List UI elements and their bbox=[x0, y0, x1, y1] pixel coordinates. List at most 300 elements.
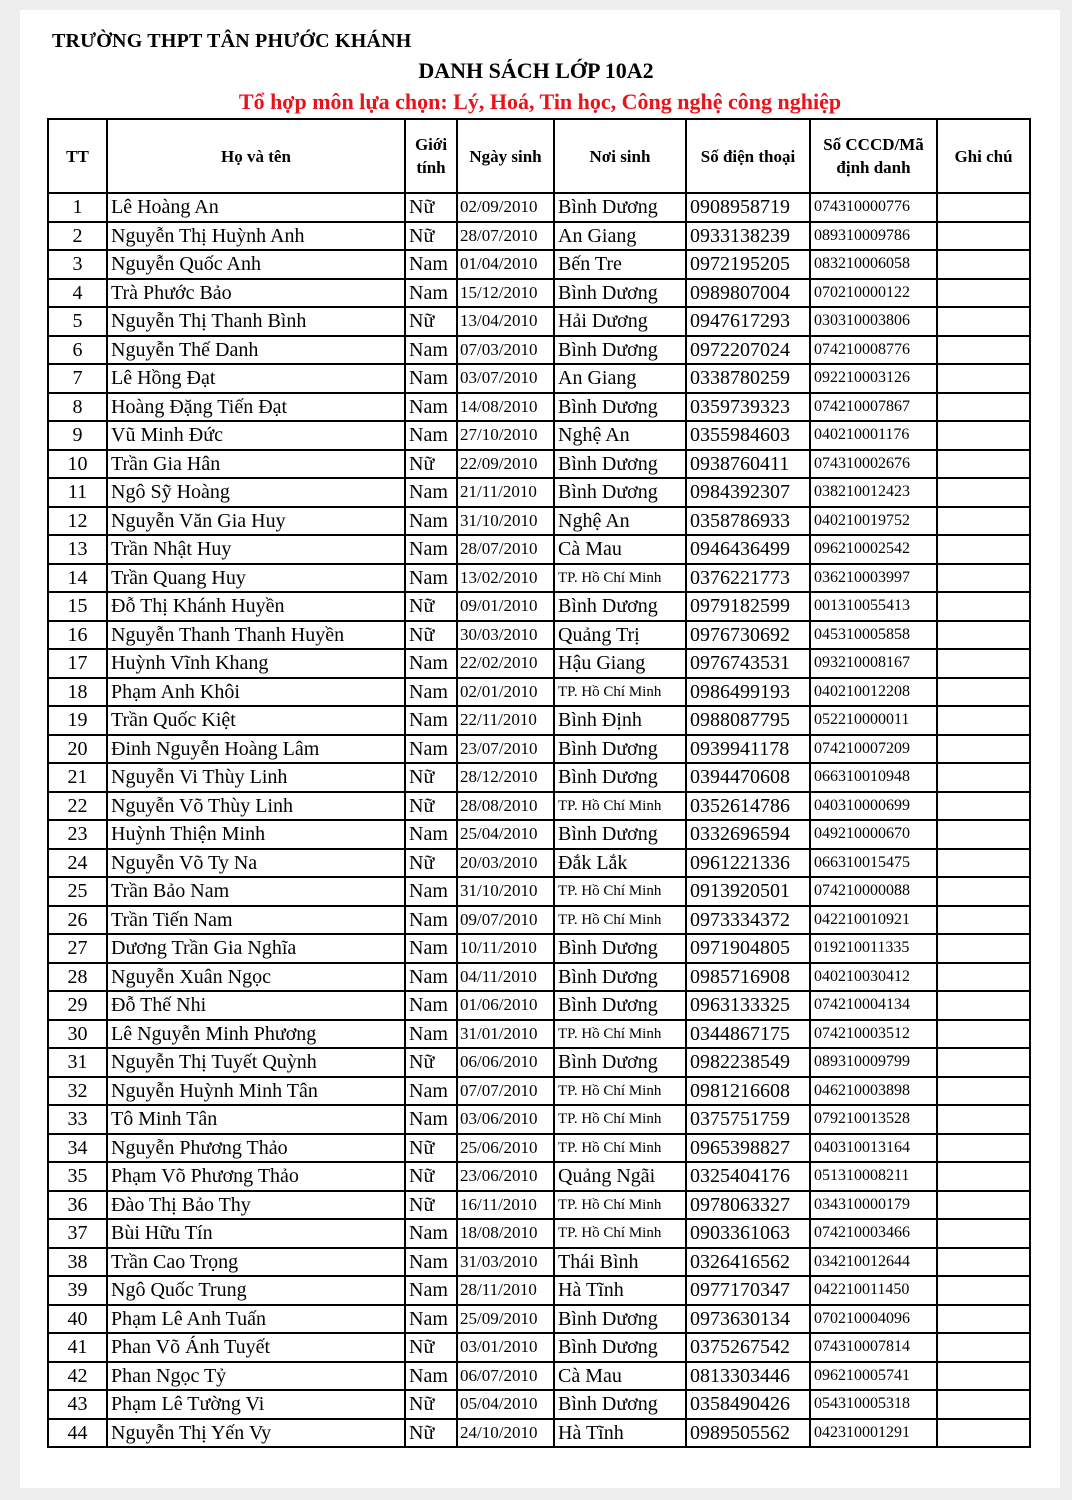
cell-dob: 07/07/2010 bbox=[457, 1077, 554, 1106]
cell-place: TP. Hồ Chí Minh bbox=[554, 1020, 686, 1049]
cell-id: 074310007814 bbox=[810, 1333, 937, 1362]
cell-gender: Nữ bbox=[405, 1048, 457, 1077]
cell-name: Đào Thị Bảo Thy bbox=[107, 1191, 405, 1220]
cell-place: Hậu Giang bbox=[554, 649, 686, 678]
cell-name: Nguyễn Thế Danh bbox=[107, 336, 405, 365]
cell-dob: 28/08/2010 bbox=[457, 792, 554, 821]
cell-tt: 3 bbox=[48, 250, 107, 279]
cell-gender: Nữ bbox=[405, 849, 457, 878]
table-row bbox=[48, 678, 1030, 707]
cell-place: Quảng Trị bbox=[554, 621, 686, 650]
cell-dob: 23/06/2010 bbox=[457, 1162, 554, 1191]
cell-phone: 0375267542 bbox=[686, 1333, 810, 1362]
cell-place: An Giang bbox=[554, 222, 686, 251]
cell-id: 036210003997 bbox=[810, 564, 937, 593]
cell-name: Lê Hoàng An bbox=[107, 193, 405, 222]
cell-tt: 24 bbox=[48, 849, 107, 878]
cell-gender: Nam bbox=[405, 991, 457, 1020]
cell-gender: Nam bbox=[405, 1276, 457, 1305]
cell-name: Nguyễn Thanh Thanh Huyền bbox=[107, 621, 405, 650]
cell-dob: 09/07/2010 bbox=[457, 906, 554, 935]
cell-tt: 4 bbox=[48, 279, 107, 308]
cell-name: Hoàng Đặng Tiến Đạt bbox=[107, 393, 405, 422]
cell-dob: 03/07/2010 bbox=[457, 364, 554, 393]
cell-phone: 0375751759 bbox=[686, 1105, 810, 1134]
cell-note bbox=[937, 421, 1030, 450]
cell-dob: 21/11/2010 bbox=[457, 478, 554, 507]
cell-note bbox=[937, 991, 1030, 1020]
cell-gender: Nữ bbox=[405, 1390, 457, 1419]
cell-id: 049210000670 bbox=[810, 820, 937, 849]
cell-note bbox=[937, 279, 1030, 308]
cell-place: Nghệ An bbox=[554, 507, 686, 536]
cell-place: Bình Dương bbox=[554, 735, 686, 764]
cell-dob: 25/04/2010 bbox=[457, 820, 554, 849]
cell-note bbox=[937, 564, 1030, 593]
cell-dob: 20/03/2010 bbox=[457, 849, 554, 878]
table-row bbox=[48, 1048, 1030, 1077]
cell-gender: Nam bbox=[405, 706, 457, 735]
cell-dob: 13/02/2010 bbox=[457, 564, 554, 593]
cell-id: 042210010921 bbox=[810, 906, 937, 935]
cell-phone: 0971904805 bbox=[686, 934, 810, 963]
cell-gender: Nam bbox=[405, 877, 457, 906]
table-row bbox=[48, 1077, 1030, 1106]
student-list-table bbox=[47, 118, 1031, 1448]
table-row bbox=[48, 763, 1030, 792]
table-row bbox=[48, 820, 1030, 849]
cell-dob: 28/12/2010 bbox=[457, 763, 554, 792]
cell-dob: 31/10/2010 bbox=[457, 507, 554, 536]
cell-id: 046210003898 bbox=[810, 1077, 937, 1106]
cell-phone: 0977170347 bbox=[686, 1276, 810, 1305]
cell-phone: 0963133325 bbox=[686, 991, 810, 1020]
cell-phone: 0986499193 bbox=[686, 678, 810, 707]
cell-tt: 11 bbox=[48, 478, 107, 507]
cell-id: 074210003466 bbox=[810, 1219, 937, 1248]
cell-note bbox=[937, 222, 1030, 251]
cell-phone: 0344867175 bbox=[686, 1020, 810, 1049]
cell-dob: 22/02/2010 bbox=[457, 649, 554, 678]
cell-note bbox=[937, 1105, 1030, 1134]
cell-place: Bình Dương bbox=[554, 820, 686, 849]
cell-name: Phạm Võ Phương Thảo bbox=[107, 1162, 405, 1191]
table-row bbox=[48, 421, 1030, 450]
cell-tt: 30 bbox=[48, 1020, 107, 1049]
cell-note bbox=[937, 849, 1030, 878]
cell-gender: Nữ bbox=[405, 592, 457, 621]
cell-note bbox=[937, 450, 1030, 479]
cell-name: Nguyễn Huỳnh Minh Tân bbox=[107, 1077, 405, 1106]
table-row bbox=[48, 307, 1030, 336]
cell-id: 054310005318 bbox=[810, 1390, 937, 1419]
cell-name: Trần Cao Trọng bbox=[107, 1248, 405, 1277]
cell-name: Trần Gia Hân bbox=[107, 450, 405, 479]
cell-note bbox=[937, 193, 1030, 222]
table-row bbox=[48, 1305, 1030, 1334]
cell-phone: 0961221336 bbox=[686, 849, 810, 878]
cell-phone: 0813303446 bbox=[686, 1362, 810, 1391]
cell-gender: Nam bbox=[405, 336, 457, 365]
cell-dob: 31/03/2010 bbox=[457, 1248, 554, 1277]
cell-place: Bình Dương bbox=[554, 1048, 686, 1077]
cell-gender: Nam bbox=[405, 820, 457, 849]
cell-gender: Nam bbox=[405, 1105, 457, 1134]
table-row bbox=[48, 478, 1030, 507]
cell-phone: 0938760411 bbox=[686, 450, 810, 479]
cell-gender: Nữ bbox=[405, 1419, 457, 1448]
table-row bbox=[48, 849, 1030, 878]
cell-tt: 14 bbox=[48, 564, 107, 593]
table-row bbox=[48, 963, 1030, 992]
cell-note bbox=[937, 820, 1030, 849]
cell-id: 093210008167 bbox=[810, 649, 937, 678]
cell-tt: 41 bbox=[48, 1333, 107, 1362]
cell-id: 070210000122 bbox=[810, 279, 937, 308]
cell-dob: 02/09/2010 bbox=[457, 193, 554, 222]
cell-place: Bình Dương bbox=[554, 991, 686, 1020]
cell-phone: 0355984603 bbox=[686, 421, 810, 450]
cell-phone: 0908958719 bbox=[686, 193, 810, 222]
cell-note bbox=[937, 1134, 1030, 1163]
cell-phone: 0981216608 bbox=[686, 1077, 810, 1106]
cell-name: Phan Ngọc Tỷ bbox=[107, 1362, 405, 1391]
cell-phone: 0326416562 bbox=[686, 1248, 810, 1277]
cell-dob: 02/01/2010 bbox=[457, 678, 554, 707]
table-row bbox=[48, 649, 1030, 678]
cell-note bbox=[937, 792, 1030, 821]
cell-note bbox=[937, 592, 1030, 621]
table-row bbox=[48, 1419, 1030, 1448]
cell-gender: Nam bbox=[405, 906, 457, 935]
cell-tt: 15 bbox=[48, 592, 107, 621]
cell-name: Trà Phước Bảo bbox=[107, 279, 405, 308]
cell-note bbox=[937, 963, 1030, 992]
cell-tt: 17 bbox=[48, 649, 107, 678]
cell-gender: Nữ bbox=[405, 1162, 457, 1191]
cell-id: 096210005741 bbox=[810, 1362, 937, 1391]
cell-phone: 0984392307 bbox=[686, 478, 810, 507]
cell-place: Quảng Ngãi bbox=[554, 1162, 686, 1191]
cell-tt: 37 bbox=[48, 1219, 107, 1248]
cell-note bbox=[937, 1362, 1030, 1391]
cell-place: Bình Dương bbox=[554, 1305, 686, 1334]
table-row bbox=[48, 193, 1030, 222]
table-row bbox=[48, 1020, 1030, 1049]
cell-dob: 15/12/2010 bbox=[457, 279, 554, 308]
cell-id: 083210006058 bbox=[810, 250, 937, 279]
cell-place: Bình Dương bbox=[554, 193, 686, 222]
cell-place: TP. Hồ Chí Minh bbox=[554, 1134, 686, 1163]
cell-note bbox=[937, 1048, 1030, 1077]
cell-id: 038210012423 bbox=[810, 478, 937, 507]
table-row bbox=[48, 1162, 1030, 1191]
table-row bbox=[48, 592, 1030, 621]
cell-note bbox=[937, 621, 1030, 650]
cell-phone: 0352614786 bbox=[686, 792, 810, 821]
cell-gender: Nữ bbox=[405, 1333, 457, 1362]
cell-tt: 26 bbox=[48, 906, 107, 935]
cell-phone: 0376221773 bbox=[686, 564, 810, 593]
cell-phone: 0946436499 bbox=[686, 535, 810, 564]
subject-combination: Tổ hợp môn lựa chọn: Lý, Hoá, Tin học, Công nghệ công nghiệp bbox=[238, 89, 842, 114]
cell-phone: 0973334372 bbox=[686, 906, 810, 935]
cell-note bbox=[937, 1419, 1030, 1448]
cell-name: Nguyễn Quốc Anh bbox=[107, 250, 405, 279]
cell-phone: 0973630134 bbox=[686, 1305, 810, 1334]
cell-phone: 0903361063 bbox=[686, 1219, 810, 1248]
school-name: TRƯỜNG THPT TÂN PHƯỚC KHÁNH bbox=[52, 30, 412, 52]
cell-tt: 21 bbox=[48, 763, 107, 792]
table-row bbox=[48, 535, 1030, 564]
cell-place: TP. Hồ Chí Minh bbox=[554, 1219, 686, 1248]
cell-place: TP. Hồ Chí Minh bbox=[554, 906, 686, 935]
cell-dob: 23/07/2010 bbox=[457, 735, 554, 764]
cell-id: 051310008211 bbox=[810, 1162, 937, 1191]
cell-dob: 16/11/2010 bbox=[457, 1191, 554, 1220]
cell-place: Cà Mau bbox=[554, 535, 686, 564]
cell-id: 001310055413 bbox=[810, 592, 937, 621]
table-row bbox=[48, 507, 1030, 536]
header-id-line2: định danh bbox=[836, 158, 911, 177]
cell-dob: 09/01/2010 bbox=[457, 592, 554, 621]
cell-tt: 9 bbox=[48, 421, 107, 450]
cell-note bbox=[937, 336, 1030, 365]
cell-name: Nguyễn Võ Thùy Linh bbox=[107, 792, 405, 821]
cell-phone: 0332696594 bbox=[686, 820, 810, 849]
cell-name: Nguyễn Thị Tuyết Quỳnh bbox=[107, 1048, 405, 1077]
cell-name: Huỳnh Vĩnh Khang bbox=[107, 649, 405, 678]
cell-gender: Nam bbox=[405, 649, 457, 678]
cell-place: Hà Tĩnh bbox=[554, 1276, 686, 1305]
cell-note bbox=[937, 649, 1030, 678]
cell-gender: Nữ bbox=[405, 1134, 457, 1163]
cell-note bbox=[937, 535, 1030, 564]
header-dob: Ngày sinh bbox=[457, 119, 554, 193]
cell-id: 074210004134 bbox=[810, 991, 937, 1020]
cell-place: TP. Hồ Chí Minh bbox=[554, 564, 686, 593]
cell-phone: 0976743531 bbox=[686, 649, 810, 678]
cell-tt: 23 bbox=[48, 820, 107, 849]
cell-id: 040210012208 bbox=[810, 678, 937, 707]
cell-gender: Nam bbox=[405, 564, 457, 593]
cell-phone: 0976730692 bbox=[686, 621, 810, 650]
header-gender-line1: Giới bbox=[414, 135, 448, 154]
cell-name: Nguyễn Thị Yến Vy bbox=[107, 1419, 405, 1448]
cell-phone: 0988087795 bbox=[686, 706, 810, 735]
cell-gender: Nam bbox=[405, 934, 457, 963]
cell-phone: 0358490426 bbox=[686, 1390, 810, 1419]
header-id bbox=[810, 119, 937, 193]
cell-dob: 25/06/2010 bbox=[457, 1134, 554, 1163]
cell-gender: Nam bbox=[405, 507, 457, 536]
cell-dob: 01/04/2010 bbox=[457, 250, 554, 279]
cell-tt: 31 bbox=[48, 1048, 107, 1077]
header-gender-line2: tính bbox=[416, 158, 446, 177]
cell-phone: 0939941178 bbox=[686, 735, 810, 764]
cell-note bbox=[937, 250, 1030, 279]
cell-gender: Nam bbox=[405, 364, 457, 393]
table-row bbox=[48, 364, 1030, 393]
cell-dob: 04/11/2010 bbox=[457, 963, 554, 992]
cell-place: Nghệ An bbox=[554, 421, 686, 450]
cell-note bbox=[937, 1162, 1030, 1191]
table-row bbox=[48, 1191, 1030, 1220]
cell-phone: 0972207024 bbox=[686, 336, 810, 365]
cell-tt: 18 bbox=[48, 678, 107, 707]
cell-place: TP. Hồ Chí Minh bbox=[554, 1191, 686, 1220]
cell-name: Vũ Minh Đức bbox=[107, 421, 405, 450]
table-row bbox=[48, 1333, 1030, 1362]
cell-phone: 0982238549 bbox=[686, 1048, 810, 1077]
cell-name: Trần Quang Huy bbox=[107, 564, 405, 593]
cell-dob: 14/08/2010 bbox=[457, 393, 554, 422]
cell-tt: 44 bbox=[48, 1419, 107, 1448]
cell-dob: 06/07/2010 bbox=[457, 1362, 554, 1391]
table-row bbox=[48, 991, 1030, 1020]
cell-phone: 0359739323 bbox=[686, 393, 810, 422]
cell-name: Bùi Hữu Tín bbox=[107, 1219, 405, 1248]
table-row bbox=[48, 564, 1030, 593]
cell-dob: 22/11/2010 bbox=[457, 706, 554, 735]
cell-id: 034210012644 bbox=[810, 1248, 937, 1277]
cell-name: Phạm Lê Anh Tuấn bbox=[107, 1305, 405, 1334]
cell-note bbox=[937, 478, 1030, 507]
cell-gender: Nam bbox=[405, 1362, 457, 1391]
cell-place: Bình Dương bbox=[554, 279, 686, 308]
cell-gender: Nam bbox=[405, 1219, 457, 1248]
cell-id: 052210000011 bbox=[810, 706, 937, 735]
cell-id: 074210007867 bbox=[810, 393, 937, 422]
cell-place: Bình Dương bbox=[554, 393, 686, 422]
cell-id: 045310005858 bbox=[810, 621, 937, 650]
cell-name: Tô Minh Tân bbox=[107, 1105, 405, 1134]
cell-dob: 10/11/2010 bbox=[457, 934, 554, 963]
table-row bbox=[48, 934, 1030, 963]
table-row bbox=[48, 1134, 1030, 1163]
header-name: Họ và tên bbox=[107, 119, 405, 193]
cell-gender: Nam bbox=[405, 393, 457, 422]
header-tt: TT bbox=[48, 119, 107, 193]
table-row bbox=[48, 1276, 1030, 1305]
cell-name: Trần Nhật Huy bbox=[107, 535, 405, 564]
table-row bbox=[48, 250, 1030, 279]
cell-dob: 13/04/2010 bbox=[457, 307, 554, 336]
cell-tt: 32 bbox=[48, 1077, 107, 1106]
cell-gender: Nữ bbox=[405, 193, 457, 222]
cell-name: Dương Trần Gia Nghĩa bbox=[107, 934, 405, 963]
cell-name: Nguyễn Văn Gia Huy bbox=[107, 507, 405, 536]
cell-id: 040210030412 bbox=[810, 963, 937, 992]
cell-name: Ngô Quốc Trung bbox=[107, 1276, 405, 1305]
cell-phone: 0933138239 bbox=[686, 222, 810, 251]
cell-name: Nguyễn Thị Huỳnh Anh bbox=[107, 222, 405, 251]
cell-tt: 1 bbox=[48, 193, 107, 222]
cell-place: Thái Bình bbox=[554, 1248, 686, 1277]
header-place: Nơi sinh bbox=[554, 119, 686, 193]
cell-gender: Nam bbox=[405, 250, 457, 279]
cell-name: Đỗ Thế Nhi bbox=[107, 991, 405, 1020]
cell-id: 034310000179 bbox=[810, 1191, 937, 1220]
table-row bbox=[48, 1362, 1030, 1391]
cell-id: 019210011335 bbox=[810, 934, 937, 963]
cell-dob: 30/03/2010 bbox=[457, 621, 554, 650]
cell-phone: 0989505562 bbox=[686, 1419, 810, 1448]
cell-place: Bình Định bbox=[554, 706, 686, 735]
cell-tt: 2 bbox=[48, 222, 107, 251]
cell-place: Bình Dương bbox=[554, 450, 686, 479]
cell-place: Bình Dương bbox=[554, 592, 686, 621]
cell-note bbox=[937, 1305, 1030, 1334]
cell-place: Bình Dương bbox=[554, 478, 686, 507]
cell-place: Đắk Lắk bbox=[554, 849, 686, 878]
header-phone: Số điện thoại bbox=[686, 119, 810, 193]
table-row bbox=[48, 621, 1030, 650]
cell-tt: 36 bbox=[48, 1191, 107, 1220]
cell-phone: 0979182599 bbox=[686, 592, 810, 621]
cell-tt: 7 bbox=[48, 364, 107, 393]
cell-note bbox=[937, 393, 1030, 422]
cell-name: Ngô Sỹ Hoàng bbox=[107, 478, 405, 507]
cell-gender: Nam bbox=[405, 421, 457, 450]
table-row bbox=[48, 279, 1030, 308]
cell-tt: 6 bbox=[48, 336, 107, 365]
cell-tt: 43 bbox=[48, 1390, 107, 1419]
cell-id: 030310003806 bbox=[810, 307, 937, 336]
cell-dob: 28/07/2010 bbox=[457, 535, 554, 564]
table-row bbox=[48, 1105, 1030, 1134]
cell-dob: 31/10/2010 bbox=[457, 877, 554, 906]
cell-gender: Nữ bbox=[405, 450, 457, 479]
cell-tt: 22 bbox=[48, 792, 107, 821]
cell-dob: 03/01/2010 bbox=[457, 1333, 554, 1362]
cell-dob: 28/07/2010 bbox=[457, 222, 554, 251]
cell-dob: 06/06/2010 bbox=[457, 1048, 554, 1077]
table-row bbox=[48, 706, 1030, 735]
cell-tt: 28 bbox=[48, 963, 107, 992]
cell-gender: Nữ bbox=[405, 1191, 457, 1220]
cell-place: Bình Dương bbox=[554, 1333, 686, 1362]
cell-name: Lê Hồng Đạt bbox=[107, 364, 405, 393]
cell-tt: 16 bbox=[48, 621, 107, 650]
cell-tt: 13 bbox=[48, 535, 107, 564]
cell-name: Đinh Nguyễn Hoàng Lâm bbox=[107, 735, 405, 764]
cell-note bbox=[937, 1020, 1030, 1049]
cell-gender: Nam bbox=[405, 1305, 457, 1334]
cell-gender: Nam bbox=[405, 535, 457, 564]
cell-id: 066310015475 bbox=[810, 849, 937, 878]
cell-name: Đỗ Thị Khánh Huyền bbox=[107, 592, 405, 621]
cell-gender: Nữ bbox=[405, 307, 457, 336]
cell-place: Hải Dương bbox=[554, 307, 686, 336]
table-row bbox=[48, 906, 1030, 935]
cell-note bbox=[937, 307, 1030, 336]
cell-note bbox=[937, 364, 1030, 393]
cell-place: Bình Dương bbox=[554, 963, 686, 992]
table-row bbox=[48, 792, 1030, 821]
cell-phone: 0989807004 bbox=[686, 279, 810, 308]
table-row bbox=[48, 393, 1030, 422]
cell-note bbox=[937, 1333, 1030, 1362]
cell-dob: 07/03/2010 bbox=[457, 336, 554, 365]
cell-name: Nguyễn Vi Thùy Linh bbox=[107, 763, 405, 792]
cell-place: Bình Dương bbox=[554, 763, 686, 792]
cell-name: Phạm Anh Khôi bbox=[107, 678, 405, 707]
cell-id: 092210003126 bbox=[810, 364, 937, 393]
cell-name: Phan Võ Ánh Tuyết bbox=[107, 1333, 405, 1362]
cell-tt: 40 bbox=[48, 1305, 107, 1334]
cell-gender: Nam bbox=[405, 1248, 457, 1277]
